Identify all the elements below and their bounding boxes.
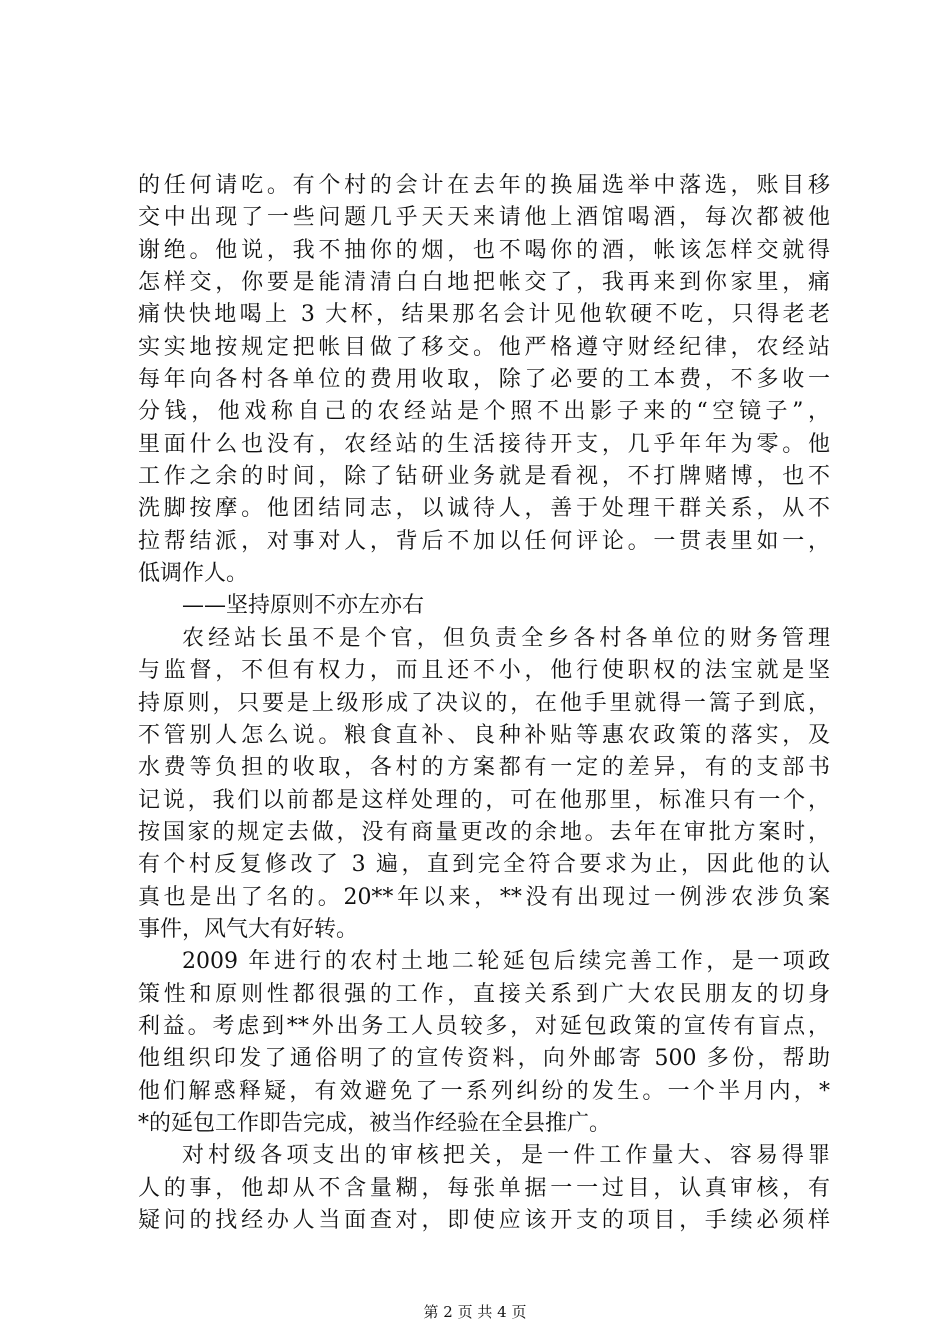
text-line: 每年向各村各单位的费用收取，除了必要的工本费，不多收一 [138,367,830,393]
text-line: 他组织印发了通俗明了的宣传资料，向外邮寄 500 多份，帮助 [138,1046,830,1072]
text-line: 事件，风气大有好转。 [138,916,359,942]
text-line: 里面什么也没有，农经站的生活接待开支，几乎年年为零。他 [138,431,830,457]
text-line: 分钱，他戏称自己的农经站是个照不出影子来的“空镜子”， [138,399,830,425]
text-line: *的延包工作即告完成，被当作经验在全县推广。 [138,1110,612,1136]
text-line: 农经站长虽不是个官，但负责全乡各村各单位的财务管理 [182,625,830,651]
text-line: 他们解惑释疑，有效避免了一系列纠纷的发生。一个半月内，* [138,1078,830,1104]
text-line: 拉帮结派，对事对人，背后不加以任何评论。一贯表里如一， [138,528,830,554]
text-line: 真也是出了名的。20**年以来，**没有出现过一例涉农涉负案 [138,884,830,910]
text-line: 利益。考虑到**外出务工人员较多，对延包政策的宣传有盲点， [138,1013,830,1039]
text-line: 2009 年进行的农村土地二轮延包后续完善工作，是一项政 [182,949,830,975]
text-line: 不管别人怎么说。粮食直补、良种补贴等惠农政策的落实，及 [138,722,830,748]
text-line: 记说，我们以前都是这样处理的，可在他那里，标准只有一个， [138,787,830,813]
text-line: 的任何请吃。有个村的会计在去年的换届选举中落选，账目移 [138,173,830,198]
text-line: 低调作人。 [138,561,249,587]
text-line: 痛快快地喝上 3 大杯，结果那名会计见他软硬不吃，只得老老 [138,302,830,328]
text-line: 怎样交，你要是能清清白白地把帐交了，我再来到你家里，痛 [138,270,830,296]
text-line: 交中出现了一些问题几乎天天来请他上酒馆喝酒，每次都被他 [138,205,830,231]
text-line: 水费等负担的收取，各村的方案都有一定的差异，有的支部书 [138,755,830,781]
text-line: 谢绝。他说，我不抽你的烟，也不喝你的酒，帐该怎样交就得 [138,237,830,263]
document-body [138,170,830,1237]
text-line: 对村级各项支出的审核把关，是一件工作量大、容易得罪 [182,1143,830,1169]
text-line: 有个村反复修改了 3 遍，直到完全符合要求为止，因此他的认 [138,852,830,878]
text-line: 实实地按规定把帐目做了移交。他严格遵守财经纪律，农经站 [138,334,830,360]
text-line: 策性和原则性都很强的工作，直接关系到广大农民朋友的切身 [138,981,830,1007]
text-line: 工作之余的时间，除了钻研业务就是看视，不打牌赌博，也不 [138,464,830,490]
text-line: 按国家的规定去做，没有商量更改的余地。去年在审批方案时， [138,819,830,845]
section-heading: ——坚持原则不亦左亦右 [182,593,425,619]
text-line: 持原则，只要是上级形成了决议的，在他手里就得一篙子到底， [138,690,830,716]
text-line: 人的事，他却从不含量糊，每张单据一一过目，认真审核，有 [138,1175,830,1201]
text-line: 洗脚按摩。他团结同志，以诚待人，善于处理干群关系，从不 [138,496,830,522]
page-footer: 第 2 页 共 4 页 [423,1303,527,1321]
text-line: 疑问的找经办人当面查对，即使应该开支的项目，手续必须样 [138,1208,830,1233]
text-line: 与监督，不但有权力，而且还不小，他行使职权的法宝就是坚 [138,658,830,684]
